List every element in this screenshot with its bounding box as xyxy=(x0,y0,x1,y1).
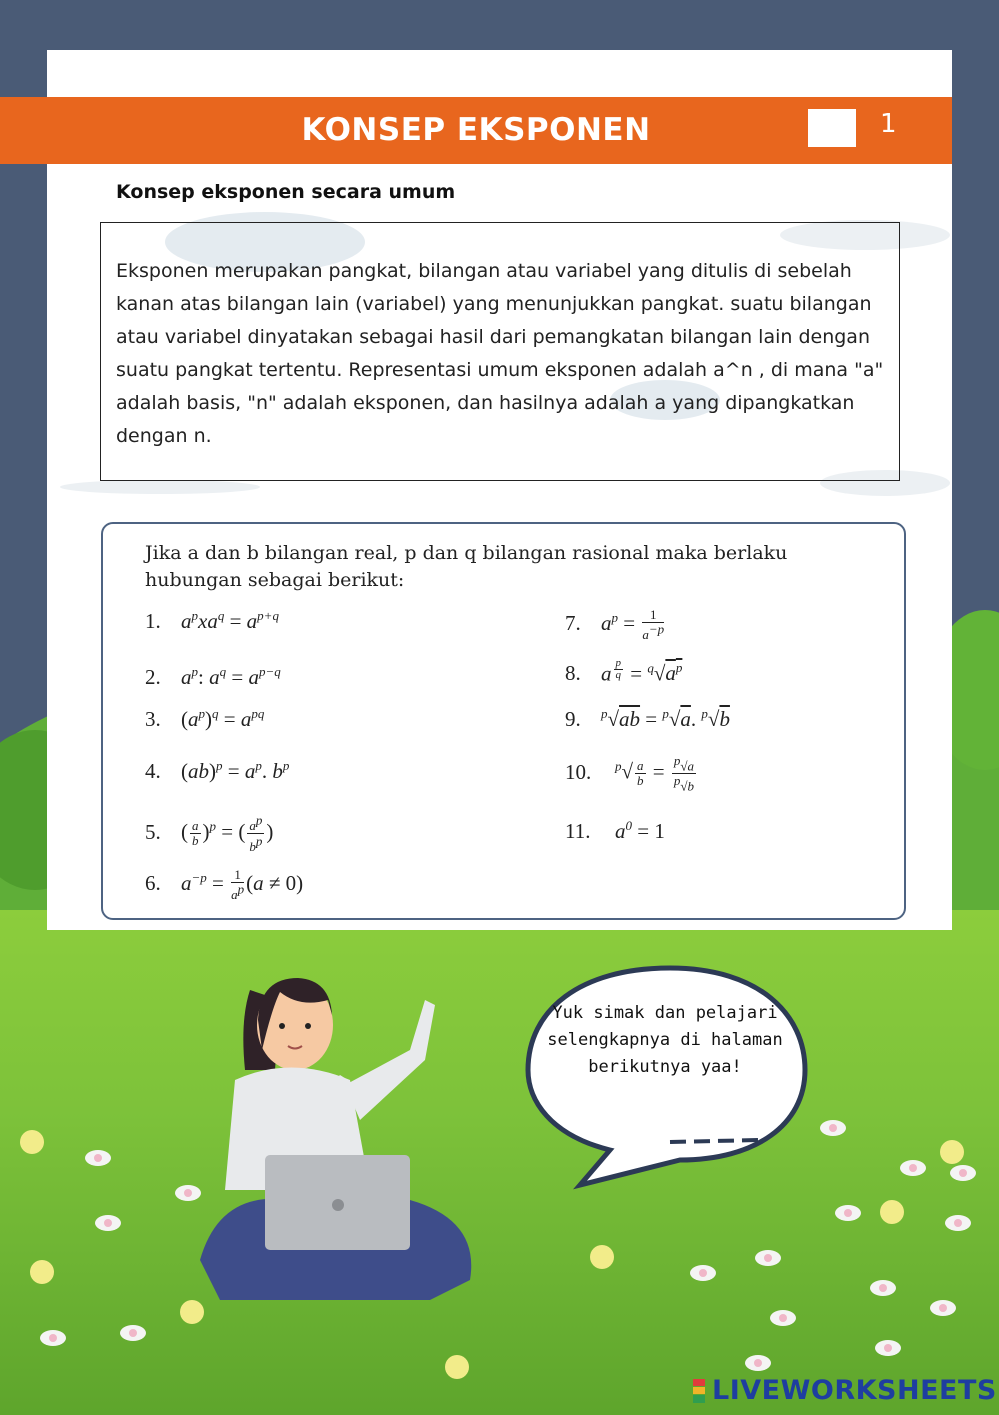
flower-decoration xyxy=(690,1265,716,1281)
flower-decoration xyxy=(900,1160,926,1176)
eye xyxy=(279,1023,285,1029)
flower-decoration xyxy=(950,1165,976,1181)
formula-box xyxy=(101,522,906,920)
flower-decoration xyxy=(590,1245,614,1269)
liveworksheets-watermark[interactable]: LIVEWORKSHEETS xyxy=(712,1375,997,1406)
formula-item: 4. $(ab)^p = a^p$. $b^p$ xyxy=(145,758,290,783)
definition-box xyxy=(100,222,900,481)
formula-item: 5. ( $\frac{a}{b}$ )$^p$ = ( $\frac{a^p}{b^p}$ ) xyxy=(145,813,274,854)
flower-decoration xyxy=(85,1150,111,1166)
formula-number: 4. xyxy=(145,759,161,783)
cloud-decoration xyxy=(60,480,260,494)
flower-decoration xyxy=(940,1140,964,1164)
flower-decoration xyxy=(880,1200,904,1224)
flower-decoration xyxy=(95,1215,121,1231)
flower-decoration xyxy=(875,1340,901,1356)
formula-number: 1. xyxy=(145,609,161,633)
formula-intro: Jika a dan b bilangan real, p dan q bilangan rasional maka berlaku hubungan sebagai berikut: xyxy=(145,542,788,591)
section-title: Konsep eksponen secara umum xyxy=(116,181,456,203)
formula-number: 3. xyxy=(145,707,161,731)
flower-decoration xyxy=(755,1250,781,1266)
formula-number: 5. xyxy=(145,819,161,844)
formula-item: 7. $a^p$ = $\frac{1}{a^{-p}}$ xyxy=(565,607,665,643)
formula-item: 11. $a^0 = 1$ xyxy=(565,818,665,843)
formula-number: 6. xyxy=(145,870,161,895)
laptop-logo xyxy=(332,1199,344,1211)
formula-item: 8. a $^{\frac{p}{q}}$ = $^q√a^p$ xyxy=(565,657,683,686)
flower-decoration xyxy=(820,1120,846,1136)
speech-bubble-text: Yuk simak dan pelajari selengkapnya di halaman berikutnya yaa! xyxy=(547,1003,783,1077)
flower-decoration xyxy=(120,1325,146,1341)
formula-number: 2. xyxy=(145,665,161,689)
formula-item: 9. $^p$√ab = $^p$√a. $^p$√b xyxy=(565,706,730,731)
student-illustration xyxy=(180,960,500,1340)
formula-item: 1. $a^pxa^q = a^{p+q}$ xyxy=(145,608,279,633)
page-title: KONSEP EKSPONEN xyxy=(301,112,651,148)
definition-text: Eksponen merupakan pangkat, bilangan atau variabel yang ditulis di sebelah kanan atas bilangan lain (variabel) yang menunjukkan pangkat. suatu bilangan atau variabel dinyatakan sebagai hasil dari pemangkatan bilangan lain dengan suatu pangkat tertentu. Representasi umum eksponen adalah a^n , di mana "a" adalah basis, "n" adalah eksponen, dan hasilnya adalah a yang dipangkatkan dengan n. xyxy=(116,260,884,447)
flower-decoration xyxy=(770,1310,796,1326)
formula-number: 8. xyxy=(565,661,581,686)
flower-decoration xyxy=(445,1355,469,1379)
formula-item: 2. $a^p$: $a^q = a^{p-q}$ xyxy=(145,664,281,689)
liveworksheets-logo-icon xyxy=(692,1378,706,1404)
eye xyxy=(305,1023,311,1029)
formula-item: 3. $(a^p)^q = a^{pq}$ xyxy=(145,706,265,731)
flower-decoration xyxy=(870,1280,896,1296)
arm-right xyxy=(345,1000,435,1120)
flower-decoration xyxy=(30,1260,54,1284)
flower-decoration xyxy=(20,1130,44,1154)
title-banner xyxy=(0,97,952,164)
flower-decoration xyxy=(930,1300,956,1316)
formula-number: 9. xyxy=(565,707,581,731)
formula-item: 6. $a^{-p}$ = $\frac{1}{a^p}$ (a ≠ 0) xyxy=(145,867,304,903)
formula-number: 11. xyxy=(565,819,591,843)
formula-number: 7. xyxy=(565,610,581,635)
page-number-box xyxy=(808,109,856,147)
flower-decoration xyxy=(40,1330,66,1346)
page-number: 1 xyxy=(880,109,897,139)
flower-decoration xyxy=(945,1215,971,1231)
formula-number: 10. xyxy=(565,759,592,784)
flower-decoration xyxy=(745,1355,771,1371)
flower-decoration xyxy=(835,1205,861,1221)
formula-item: 10. $^p$√ $\frac{a}{b}$ = $\frac{^p√a}{^p√b}$ xyxy=(565,753,695,794)
